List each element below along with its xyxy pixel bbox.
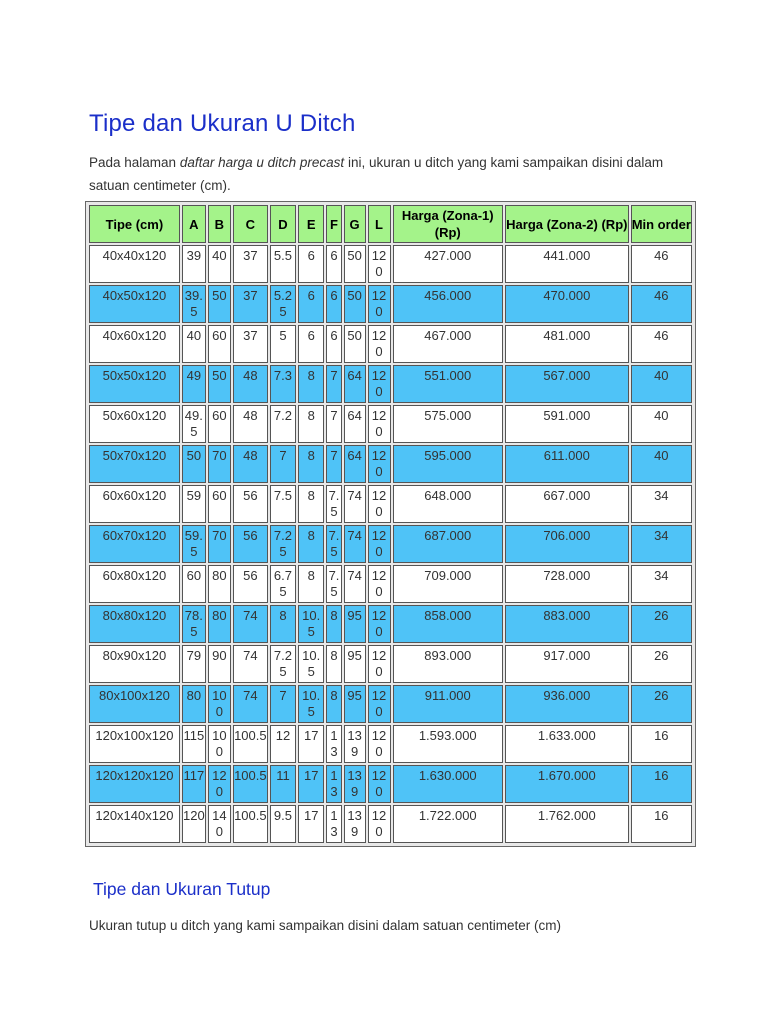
table-cell: 1.630.000	[393, 765, 504, 803]
table-cell: 467.000	[393, 325, 504, 363]
table-cell: 120	[368, 325, 391, 363]
table-cell: 120	[368, 565, 391, 603]
table-cell: 120	[368, 725, 391, 763]
column-header: Harga (Zona-1) (Rp)	[393, 205, 504, 243]
table-cell: 456.000	[393, 285, 504, 323]
table-cell: 7.25	[270, 645, 296, 683]
outro-paragraph: Ukuran tutup u ditch yang kami sampaikan disini dalam satuan centimeter (cm)	[89, 918, 561, 933]
table-cell: 37	[233, 245, 268, 283]
table-cell: 13	[326, 725, 341, 763]
table-row	[89, 565, 692, 603]
table-cell: 6	[326, 285, 341, 323]
table-cell: 60	[208, 325, 231, 363]
table-cell: 50x70x120	[89, 445, 180, 483]
table-cell: 893.000	[393, 645, 504, 683]
table-cell: 441.000	[505, 245, 629, 283]
table-cell: 8	[298, 525, 324, 563]
table-cell: 50x50x120	[89, 365, 180, 403]
table-cell: 50	[344, 285, 366, 323]
table-cell: 120	[182, 805, 206, 843]
table-cell: 40	[631, 365, 692, 403]
u-ditch-table-frame	[85, 201, 696, 847]
table-cell: 8	[298, 405, 324, 443]
table-cell: 46	[631, 325, 692, 363]
table-cell: 120	[368, 405, 391, 443]
table-cell: 5.5	[270, 245, 296, 283]
table-cell: 49	[182, 365, 206, 403]
table-cell: 40	[208, 245, 231, 283]
table-cell: 7.5	[326, 485, 341, 523]
table-cell: 567.000	[505, 365, 629, 403]
table-cell: 139	[344, 725, 366, 763]
table-cell: 100.5	[233, 725, 268, 763]
table-cell: 8	[298, 445, 324, 483]
table-cell: 60	[208, 405, 231, 443]
table-cell: 8	[326, 645, 341, 683]
table-cell: 74	[344, 565, 366, 603]
table-cell: 8	[326, 685, 341, 723]
table-cell: 70	[208, 525, 231, 563]
table-cell: 59.5	[182, 525, 206, 563]
table-cell: 17	[298, 725, 324, 763]
table-cell: 551.000	[393, 365, 504, 403]
table-cell: 936.000	[505, 685, 629, 723]
table-row	[89, 805, 692, 843]
intro-paragraph	[89, 151, 699, 197]
table-cell: 80x100x120	[89, 685, 180, 723]
table-cell: 48	[233, 365, 268, 403]
table-cell: 74	[233, 645, 268, 683]
table-cell: 591.000	[505, 405, 629, 443]
table-cell: 575.000	[393, 405, 504, 443]
table-row	[89, 645, 692, 683]
table-cell: 115	[182, 725, 206, 763]
table-cell: 70	[208, 445, 231, 483]
table-cell: 6.75	[270, 565, 296, 603]
table-row	[89, 245, 692, 283]
table-cell: 120	[368, 365, 391, 403]
table-cell: 120	[368, 485, 391, 523]
table-cell: 6	[326, 325, 341, 363]
table-cell: 687.000	[393, 525, 504, 563]
column-header: Tipe (cm)	[89, 205, 180, 243]
table-cell: 46	[631, 285, 692, 323]
table-cell: 120x120x120	[89, 765, 180, 803]
table-cell: 74	[344, 525, 366, 563]
table-cell: 95	[344, 685, 366, 723]
table-cell: 140	[208, 805, 231, 843]
table-cell: 1.762.000	[505, 805, 629, 843]
table-cell: 120	[368, 285, 391, 323]
table-cell: 10.5	[298, 605, 324, 643]
table-cell: 16	[631, 725, 692, 763]
table-cell: 26	[631, 645, 692, 683]
table-row	[89, 685, 692, 723]
table-cell: 8	[298, 365, 324, 403]
table-cell: 8	[326, 605, 341, 643]
table-cell: 60x70x120	[89, 525, 180, 563]
table-cell: 26	[631, 605, 692, 643]
table-cell: 50	[208, 285, 231, 323]
table-row	[89, 605, 692, 643]
table-cell: 117	[182, 765, 206, 803]
table-cell: 120x100x120	[89, 725, 180, 763]
table-row	[89, 445, 692, 483]
table-cell: 80	[208, 565, 231, 603]
table-cell: 11	[270, 765, 296, 803]
table-cell: 595.000	[393, 445, 504, 483]
table-cell: 60	[182, 565, 206, 603]
table-row	[89, 525, 692, 563]
table-cell: 16	[631, 805, 692, 843]
table-cell: 5	[270, 325, 296, 363]
table-cell: 16	[631, 765, 692, 803]
column-header: B	[208, 205, 231, 243]
table-cell: 50	[344, 245, 366, 283]
table-cell: 56	[233, 525, 268, 563]
table-cell: 17	[298, 805, 324, 843]
table-cell: 80x80x120	[89, 605, 180, 643]
table-cell: 6	[298, 325, 324, 363]
table-cell: 40x40x120	[89, 245, 180, 283]
table-cell: 8	[298, 485, 324, 523]
table-cell: 427.000	[393, 245, 504, 283]
table-cell: 80x90x120	[89, 645, 180, 683]
table-cell: 120	[368, 605, 391, 643]
table-cell: 59	[182, 485, 206, 523]
table-cell: 34	[631, 565, 692, 603]
table-cell: 120	[368, 645, 391, 683]
table-cell: 13	[326, 765, 341, 803]
table-cell: 139	[344, 805, 366, 843]
table-cell: 100.5	[233, 805, 268, 843]
table-cell: 40x60x120	[89, 325, 180, 363]
table-cell: 60x60x120	[89, 485, 180, 523]
table-cell: 611.000	[505, 445, 629, 483]
table-cell: 883.000	[505, 605, 629, 643]
table-cell: 8	[270, 605, 296, 643]
table-cell: 7	[270, 445, 296, 483]
table-cell: 74	[233, 685, 268, 723]
table-cell: 78.5	[182, 605, 206, 643]
table-cell: 7	[326, 405, 341, 443]
intro-italic-link-text: daftar harga u ditch precast	[179, 155, 345, 170]
table-cell: 1.670.000	[505, 765, 629, 803]
table-cell: 46	[631, 245, 692, 283]
table-cell: 40	[631, 445, 692, 483]
table-cell: 40	[631, 405, 692, 443]
table-cell: 74	[344, 485, 366, 523]
table-cell: 13	[326, 805, 341, 843]
table-cell: 80	[182, 685, 206, 723]
table-row	[89, 485, 692, 523]
table-cell: 48	[233, 405, 268, 443]
table-cell: 1.722.000	[393, 805, 504, 843]
table-cell: 100	[208, 725, 231, 763]
table-cell: 120	[368, 805, 391, 843]
table-cell: 120	[368, 765, 391, 803]
table-cell: 139	[344, 765, 366, 803]
page-title: Tipe dan Ukuran U Ditch	[89, 110, 356, 137]
table-cell: 728.000	[505, 565, 629, 603]
table-cell: 120	[368, 685, 391, 723]
table-cell: 50	[182, 445, 206, 483]
table-cell: 667.000	[505, 485, 629, 523]
table-cell: 120	[208, 765, 231, 803]
table-header-row	[89, 205, 692, 243]
table-cell: 120	[368, 445, 391, 483]
intro-text-after: ini, ukuran u ditch yang kami sampaikan disini dalam satuan centimeter (cm).	[89, 155, 664, 193]
table-cell: 17	[298, 765, 324, 803]
table-row	[89, 325, 692, 363]
table-cell: 37	[233, 325, 268, 363]
table-cell: 120	[368, 525, 391, 563]
table-cell: 7.25	[270, 525, 296, 563]
table-cell: 709.000	[393, 565, 504, 603]
table-cell: 60x80x120	[89, 565, 180, 603]
table-cell: 95	[344, 605, 366, 643]
column-header: F	[326, 205, 341, 243]
table-cell: 64	[344, 405, 366, 443]
table-cell: 80	[208, 605, 231, 643]
table-cell: 34	[631, 525, 692, 563]
table-cell: 10.5	[298, 685, 324, 723]
column-header: E	[298, 205, 324, 243]
table-cell: 648.000	[393, 485, 504, 523]
table-cell: 49.5	[182, 405, 206, 443]
table-cell: 95	[344, 645, 366, 683]
table-cell: 26	[631, 685, 692, 723]
table-cell: 50	[208, 365, 231, 403]
table-cell: 64	[344, 365, 366, 403]
table-body	[89, 245, 692, 843]
column-header: A	[182, 205, 206, 243]
table-cell: 8	[298, 565, 324, 603]
table-cell: 1.633.000	[505, 725, 629, 763]
table-cell: 7.3	[270, 365, 296, 403]
table-row	[89, 765, 692, 803]
table-cell: 911.000	[393, 685, 504, 723]
table-cell: 9.5	[270, 805, 296, 843]
table-cell: 100.5	[233, 765, 268, 803]
table-cell: 6	[298, 285, 324, 323]
table-cell: 56	[233, 485, 268, 523]
table-cell: 7.5	[326, 565, 341, 603]
table-row	[89, 365, 692, 403]
table-cell: 7	[326, 445, 341, 483]
table-cell: 7	[270, 685, 296, 723]
table-cell: 48	[233, 445, 268, 483]
table-cell: 34	[631, 485, 692, 523]
table-cell: 706.000	[505, 525, 629, 563]
column-header: L	[368, 205, 391, 243]
table-cell: 40	[182, 325, 206, 363]
column-header: Min order	[631, 205, 692, 243]
table-cell: 37	[233, 285, 268, 323]
u-ditch-price-table	[87, 203, 694, 845]
table-row	[89, 725, 692, 763]
table-cell: 120x140x120	[89, 805, 180, 843]
table-row	[89, 285, 692, 323]
table-cell: 90	[208, 645, 231, 683]
table-cell: 1.593.000	[393, 725, 504, 763]
table-cell: 120	[368, 245, 391, 283]
table-cell: 79	[182, 645, 206, 683]
table-cell: 6	[326, 245, 341, 283]
table-cell: 40x50x120	[89, 285, 180, 323]
table-cell: 39	[182, 245, 206, 283]
table-cell: 6	[298, 245, 324, 283]
table-cell: 858.000	[393, 605, 504, 643]
table-cell: 917.000	[505, 645, 629, 683]
table-cell: 100	[208, 685, 231, 723]
section-subtitle: Tipe dan Ukuran Tutup	[93, 879, 271, 899]
table-cell: 74	[233, 605, 268, 643]
table-cell: 60	[208, 485, 231, 523]
table-cell: 10.5	[298, 645, 324, 683]
column-header: G	[344, 205, 366, 243]
table-cell: 7.5	[270, 485, 296, 523]
table-cell: 50	[344, 325, 366, 363]
intro-text-before: Pada halaman	[89, 155, 180, 170]
column-header: C	[233, 205, 268, 243]
table-cell: 39.5	[182, 285, 206, 323]
table-cell: 7	[326, 365, 341, 403]
table-cell: 7.5	[326, 525, 341, 563]
column-header: Harga (Zona-2) (Rp)	[505, 205, 629, 243]
column-header: D	[270, 205, 296, 243]
table-cell: 481.000	[505, 325, 629, 363]
table-cell: 5.25	[270, 285, 296, 323]
table-cell: 470.000	[505, 285, 629, 323]
table-cell: 64	[344, 445, 366, 483]
table-row	[89, 405, 692, 443]
table-cell: 56	[233, 565, 268, 603]
table-cell: 50x60x120	[89, 405, 180, 443]
table-cell: 12	[270, 725, 296, 763]
table-cell: 7.2	[270, 405, 296, 443]
